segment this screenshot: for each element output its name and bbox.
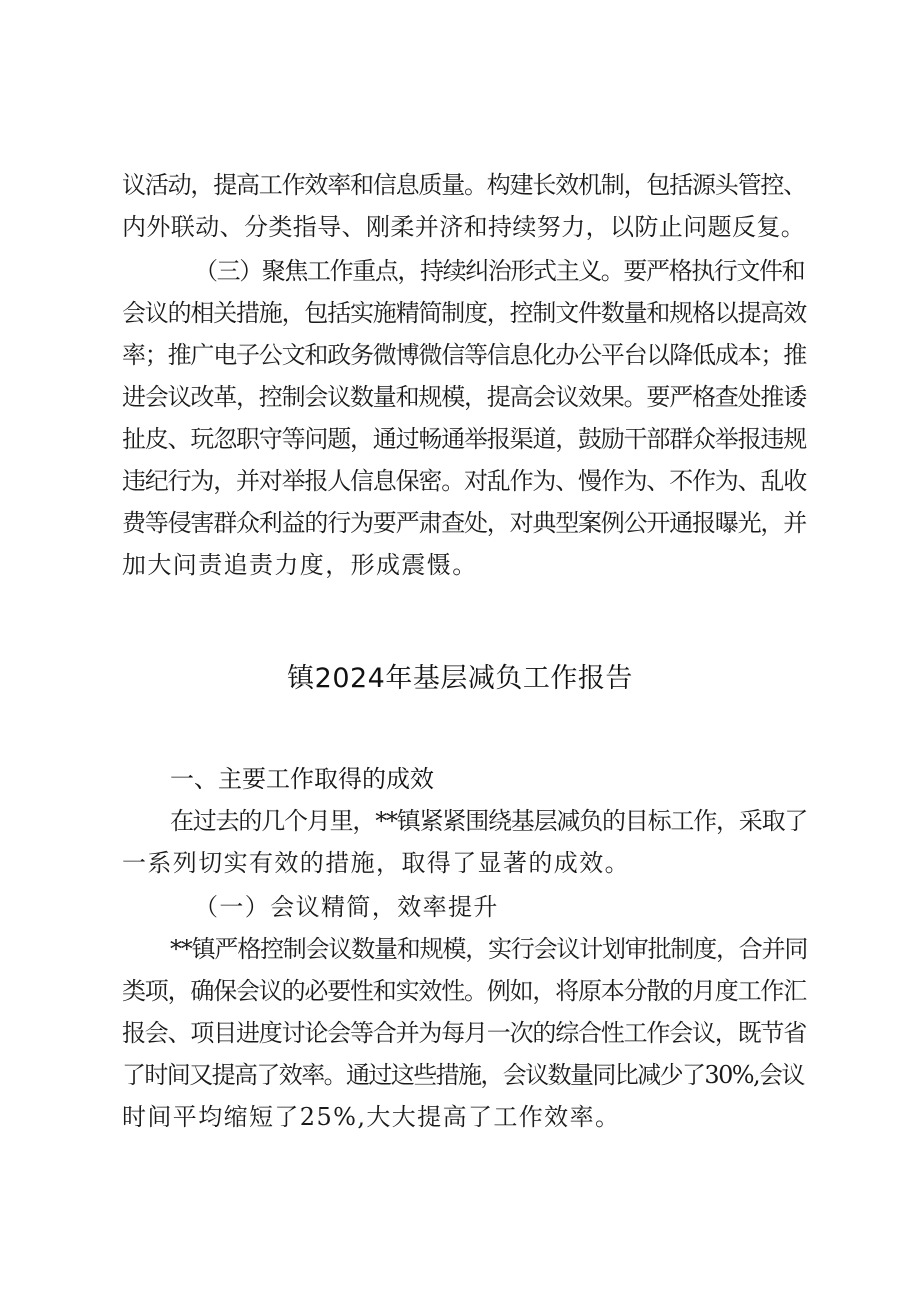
text-line: 违纪行为，并对举报人信息保密。对乱作为、慢作为、不作为、乱收 [122,467,806,495]
section-3-first-line: （三）聚焦工作重点，持续纠治形式主义。要严格执行文件和 [194,257,805,285]
text-line: 议活动，提高工作效率和信息质量。构建长效机制，包括源头管控、 [122,171,806,199]
text-line: 报会、项目进度讨论会等合并为每月一次的综合性工作会议，既节省 [122,1019,806,1047]
text-line: 进会议改革，控制会议数量和规模，提高会议效果。要严格查处推诿 [122,383,806,411]
text-line: 一系列切实有效的措施，取得了显著的成效。 [122,849,630,877]
subheading: （一）会议精简，效率提升 [194,893,499,921]
text-line: 类项，确保会议的必要性和实效性。例如，将原本分散的月度工作汇 [122,977,806,1005]
text-line: 扯皮、玩忽职守等问题，通过畅通举报渠道，鼓励干部群众举报违规 [122,425,806,453]
text-line: 加大问责追责力度，形成震慑。 [122,551,478,579]
intro-first-line: 在过去的几个月里，**镇紧紧围绕基层减负的目标工作，采取了 [170,807,808,835]
report-title: 镇2024年基层减负工作报告 [287,663,633,694]
text-line: 时间平均缩短了25%,大大提高了工作效率。 [122,1103,621,1131]
meeting-first-line: **镇严格控制会议数量和规模，实行会议计划审批制度，合并同 [170,935,808,963]
text-line: 率；推广电子公文和政务微博微信等信息化办公平台以降低成本；推 [122,341,806,369]
text-line: 费等侵害群众利益的行为要严肃查处，对典型案例公开通报曝光，并 [122,509,806,537]
text-line: 内外联动、分类指导、刚柔并济和持续努力，以防止问题反复。 [122,213,806,241]
section-heading: 一、主要工作取得的成效 [170,765,434,793]
text-line: 会议的相关措施，包括实施精简制度，控制文件数量和规格以提高效 [122,299,806,327]
text-line: 了时间又提高了效率。通过这些措施，会议数量同比减少了30%,会议 [122,1061,804,1089]
